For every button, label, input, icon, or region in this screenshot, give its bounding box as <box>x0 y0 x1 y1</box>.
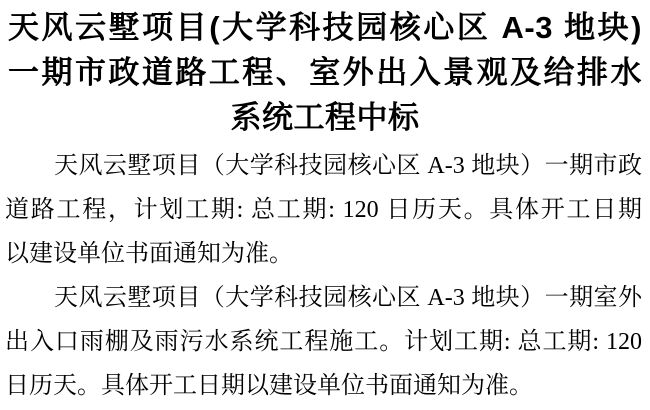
title-line-1: 天风云墅项目(大学科技园核心区 A-3 地块) <box>8 10 642 45</box>
title-line-3: 系统工程中标 <box>230 100 420 135</box>
paragraph-line: 道路工程，计划工期: 总工期: 120 日历天。具体开工日期 <box>5 197 642 223</box>
title-line-2: 一期市政道路工程、室外出入景观及给排水 <box>8 55 642 90</box>
paragraph-line: 出入口雨棚及雨污水系统工程施工。计划工期: 总工期: 120 <box>5 329 642 355</box>
announcement-body <box>5 144 642 408</box>
paragraph-line: 日历天。具体开工日期以建设单位书面通知为准。 <box>5 373 533 399</box>
paragraph-canopy-drainage-works <box>5 276 642 408</box>
paragraph-line: 天风云墅项目（大学科技园核心区 A-3 地块）一期市政 <box>54 153 642 179</box>
paragraph-line: 天风云墅项目（大学科技园核心区 A-3 地块）一期室外 <box>54 285 642 311</box>
paragraph-line: 以建设单位书面通知为准。 <box>5 241 293 267</box>
page-title <box>8 5 642 140</box>
paragraph-road-works <box>5 144 642 276</box>
